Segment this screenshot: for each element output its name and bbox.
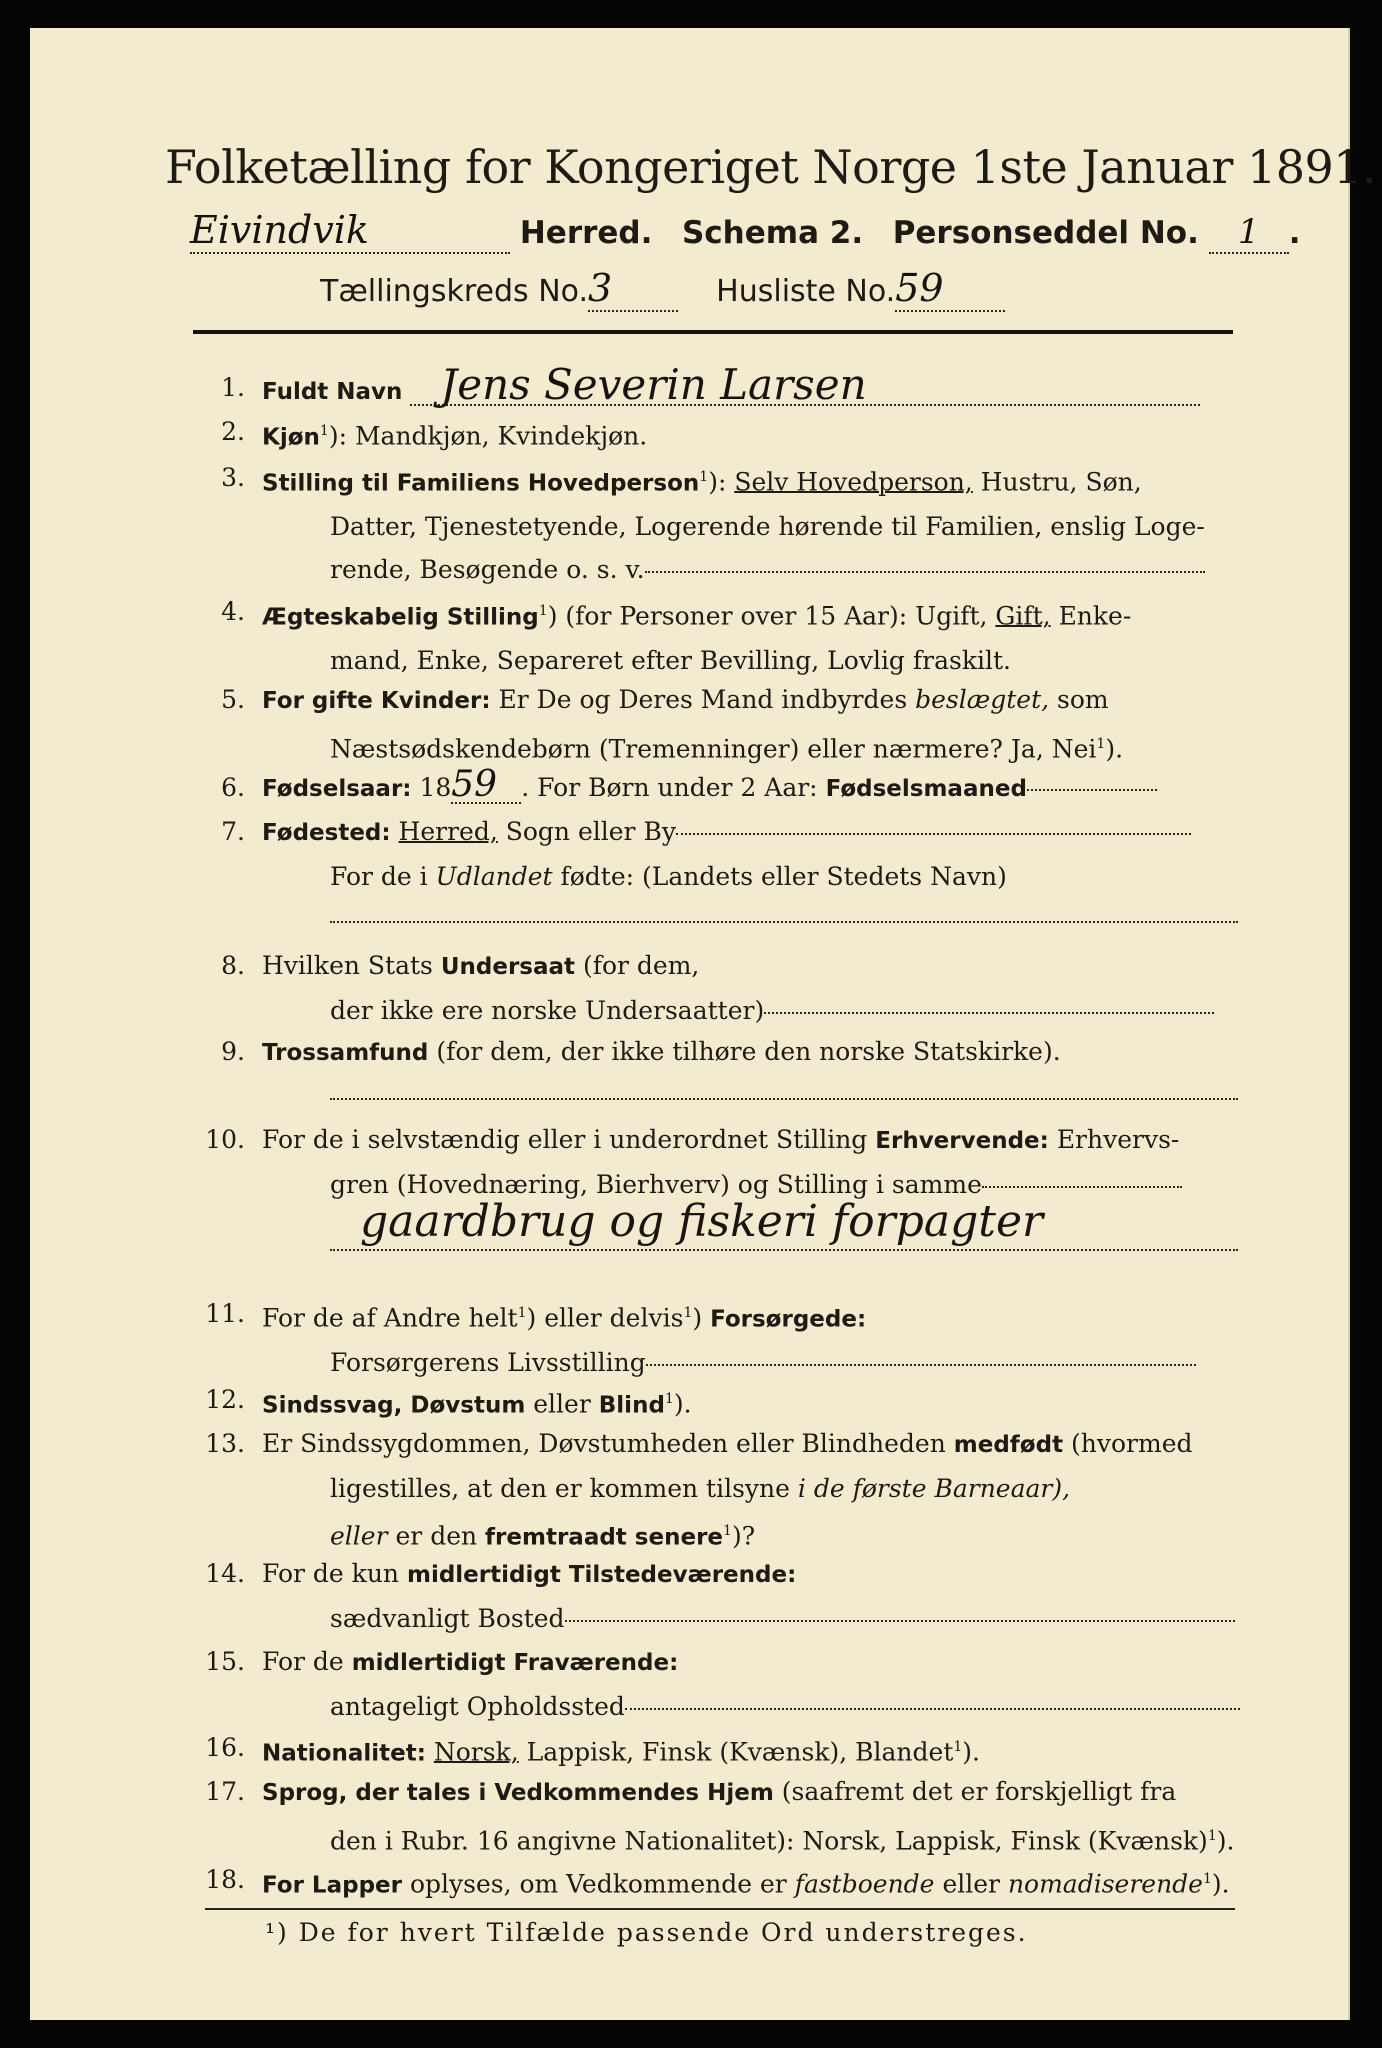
family-position-options-2: Datter, Tjenestetyende, Logerende hørende til Familien, enslig Loge- (330, 512, 1205, 542)
header-row: Eivindvik Herred. Schema 2. Personseddel No. 1 . (190, 208, 1301, 252)
birth-year-label: Fødselsaar: (262, 776, 412, 802)
birthplace-options: Sogn eller By (505, 817, 676, 846)
item-number: 1. (221, 373, 245, 402)
nationality-label: Nationalitet: (262, 1740, 426, 1767)
personseddel-value: 1 (1209, 212, 1289, 254)
schema-label: Schema 2. (681, 215, 864, 251)
full-name-label: Fuldt Navn (262, 379, 403, 405)
supported-text: For de af Andre helt (262, 1303, 518, 1333)
citizenship-label: Undersaat (440, 954, 576, 980)
occupation-text-b: Erhvervs- (1056, 1125, 1180, 1154)
item-number: 16. (205, 1733, 245, 1762)
item-number: 15. (205, 1647, 245, 1676)
occupation-label: Erhvervende: (875, 1128, 1049, 1154)
marital-options-b: Enke- (1058, 601, 1132, 631)
item-number: 6. (221, 773, 245, 802)
marital-selected: Gift, (995, 601, 1051, 631)
supporter-text: Forsørgerens Livsstilling (330, 1348, 646, 1378)
birth-year-value: 59 (451, 768, 521, 804)
language-text-2: den i Rubr. 16 angivne Nationalitet): Norsk, Lappisk, Finsk (Kvænsk) (330, 1826, 1208, 1856)
taellingskreds-value: 3 (588, 266, 678, 312)
sami-italic-2: nomadiserende (1007, 1869, 1203, 1899)
header-rule (193, 330, 1233, 334)
item-number: 8. (221, 951, 245, 980)
married-women-text-2: Næstsødskendebørn (Tremenninger) eller nærmere? Ja, Nei (330, 734, 1097, 764)
birth-month-text: For Børn under 2 Aar: (537, 773, 818, 802)
birth-year-prefix: 18 (419, 773, 452, 802)
item-number: 10. (205, 1125, 245, 1154)
item-number: 18. (205, 1865, 245, 1894)
herred-label: Herred. (519, 215, 653, 251)
birthplace-selected: Herred, (398, 817, 498, 846)
item-number: 3. (221, 463, 245, 492)
married-women-text-end: som (1057, 685, 1109, 714)
husliste-value: 59 (895, 266, 1005, 312)
item-number: 12. (205, 1385, 245, 1414)
disability-text: eller (533, 1389, 591, 1419)
abroad-text: For de i (330, 862, 428, 891)
abroad-italic: Udlandet (435, 862, 553, 891)
occupation-text-2: gren (Hovednæring, Bierhverv) og Stilling i samme (330, 1170, 982, 1199)
family-position-options: Hustru, Søn, (980, 467, 1142, 497)
sex-options: Mandkjøn, Kvindekjøn. (354, 421, 648, 451)
temp-absent-text: For de (262, 1647, 344, 1676)
sami-italic-1: fastboende (794, 1869, 935, 1899)
citizenship-text-2: der ikke ere norske Undersaatter) (330, 996, 765, 1025)
citizenship-text: Hvilken Stats (262, 951, 433, 980)
item-number: 7. (221, 817, 245, 846)
language-label: Sprog, der tales i Vedkommendes Hjem (262, 1780, 774, 1806)
footnote: ¹) De for hvert Tilfælde passende Ord understreges. (205, 1908, 1235, 1947)
sex-label: Kjøn (262, 424, 320, 451)
birthplace-label: Fødested: (262, 820, 391, 846)
herred-value: Eivindvik (190, 208, 510, 254)
form-title: Folketælling for Kongeriget Norge 1ste Januar 1891. (165, 140, 1377, 194)
item-number: 11. (205, 1299, 245, 1328)
item-number: 17. (205, 1777, 245, 1806)
temp-present-label: midlertidigt Tilstedeværende: (406, 1562, 797, 1588)
item-number: 14. (205, 1559, 245, 1588)
later-onset-label: fremtraadt senere (485, 1524, 724, 1551)
sami-text-b: eller (942, 1869, 1000, 1899)
congenital-text: Er Sindssygdommen, Døvstumheden eller Blindheden (262, 1429, 946, 1458)
nationality-options: Lappisk, Finsk (Kvænsk), Blandet (526, 1737, 954, 1767)
blind-label: Blind (598, 1392, 665, 1419)
disability-label: Sindssvag, Døvstum (262, 1392, 526, 1419)
husliste-label: Husliste No. (716, 274, 896, 309)
family-position-selected: Selv Hovedperson, (734, 467, 973, 497)
married-women-italic: beslægtet, (915, 685, 1050, 714)
item-number: 5. (221, 685, 245, 714)
birth-month-label: Fødselsmaaned (825, 776, 1027, 802)
congenital-label: medfødt (953, 1432, 1064, 1458)
citizenship-text-b: (for dem, (582, 951, 700, 980)
supported-text-b: eller delvis (544, 1303, 684, 1333)
abroad-text-2: fødte: (Landets eller Stedets Navn) (560, 862, 1007, 891)
item-number: 9. (221, 1037, 245, 1066)
congenital-text-b: (hvormed (1071, 1429, 1193, 1458)
occupation-text: For de i selvstændig eller i underordnet Stilling (262, 1125, 868, 1154)
usual-residence-text: sædvanligt Bosted (330, 1604, 565, 1633)
language-text: (saafremt det er forskjelligt fra (781, 1777, 1177, 1806)
taellingskreds-label: Tællingskreds No. (320, 274, 588, 309)
sami-label: For Lapper (262, 1872, 402, 1899)
marital-options-2: mand, Enke, Separeret efter Bevilling, Lovlig fraskilt. (330, 646, 1011, 676)
congenital-italic: i de første Barneaar), (797, 1474, 1071, 1503)
item-number: 13. (205, 1429, 245, 1458)
family-position-options-3: rende, Besøgende o. s. v. (330, 555, 645, 585)
presumed-location-text: antageligt Opholdssted (330, 1692, 625, 1721)
family-position-label: Stilling til Familiens Hovedperson (262, 470, 700, 497)
occupation-value: gaardbrug og fiskeri forpagter (360, 1196, 1044, 1247)
header-row-2 (320, 266, 1005, 312)
religion-label: Trossamfund (262, 1040, 429, 1066)
supported-label: Forsørgede: (710, 1306, 867, 1333)
item-number: 2. (221, 417, 245, 446)
personseddel-label: Personseddel No. (892, 215, 1199, 251)
marital-options: (for Personer over 15 Aar): Ugift, (565, 601, 988, 631)
marital-status-label: Ægteskabelig Stilling (262, 604, 539, 631)
item-number: 4. (221, 597, 245, 626)
congenital-text-2: ligestilles, at den er kommen tilsyne (330, 1474, 790, 1503)
temp-present-text: For de kun (262, 1559, 400, 1588)
married-women-label: For gifte Kvinder: (262, 688, 491, 714)
congenital-text-3: er den (395, 1521, 478, 1551)
married-women-text: Er De og Deres Mand indbyrdes (498, 685, 908, 714)
sami-text: oplyses, om Vedkommende er (409, 1869, 787, 1899)
nationality-selected: Norsk, (433, 1737, 519, 1767)
temp-absent-label: midlertidigt Fraværende: (351, 1650, 679, 1676)
congenital-italic-2: eller (330, 1521, 388, 1551)
full-name-value: Jens Severin Larsen (410, 366, 1200, 406)
religion-text: (for dem, der ikke tilhøre den norske Statskirke). (436, 1037, 1061, 1066)
